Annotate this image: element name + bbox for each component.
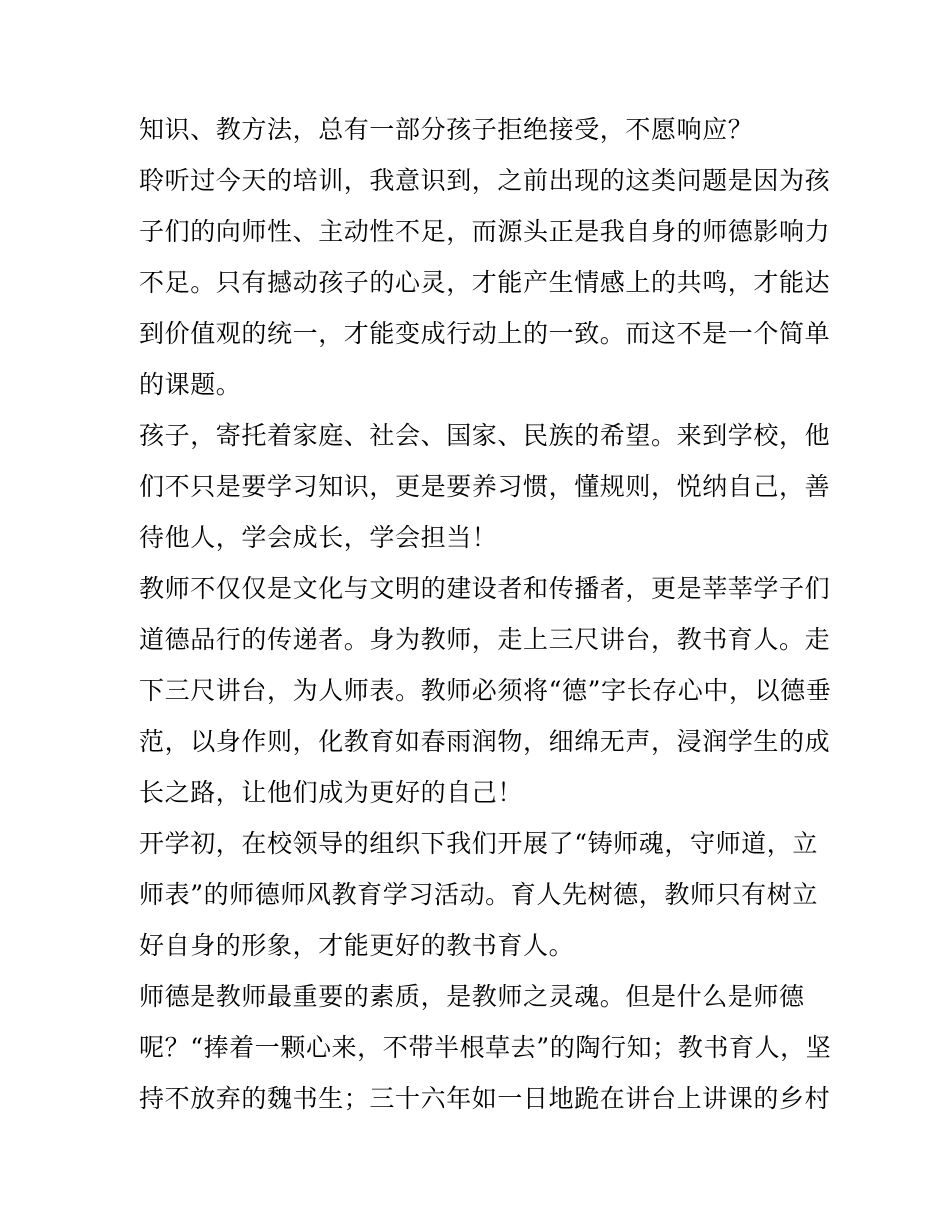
text-line: 聆听过今天的培训，我意识到，之前出现的这类问题是因为孩 — [139, 166, 831, 195]
text-line: 下三尺讲台，为人师表。教师必须将“德”字长存心中，以德垂 — [139, 676, 832, 705]
text-line: 待他人，学会成长，学会担当！ — [139, 523, 498, 552]
text-line: 道德品行的传递者。身为教师，走上三尺讲台，教书育人。走 — [139, 625, 831, 654]
text-line: 呢？“捧着一颗心来，不带半根草去”的陶行知；教书育人，坚 — [139, 1033, 832, 1062]
text-line: 孩子，寄托着家庭、社会、国家、民族的希望。来到学校，他 — [139, 421, 831, 450]
text-line: 不足。只有撼动孩子的心灵，才能产生情感上的共鸣，才能达 — [139, 268, 831, 297]
text-line: 范，以身作则，化教育如春雨润物，细绵无声，浸润学生的成 — [139, 727, 831, 756]
text-line: 开学初，在校领导的组织下我们开展了“铸师魂，守师道，立 — [139, 829, 818, 858]
text-line: 长之路，让他们成为更好的自己！ — [139, 778, 524, 807]
text-line: 师德是教师最重要的素质，是教师之灵魂。但是什么是师德 — [139, 982, 805, 1011]
text-line: 的课题。 — [139, 370, 242, 399]
text-line: 们不只是要学习知识，更是要养习惯，懂规则，悦纳自己，善 — [139, 472, 831, 501]
text-line: 子们的向师性、主动性不足，而源头正是我自身的师德影响力 — [139, 217, 831, 246]
text-line: 知识、教方法，总有一部分孩子拒绝接受，不愿响应？ — [139, 115, 754, 144]
text-line: 师表”的师德师风教育学习活动。育人先树德，教师只有树立 — [139, 880, 818, 909]
text-line: 好自身的形象，才能更好的教书育人。 — [139, 931, 575, 960]
text-line: 教师不仅仅是文化与文明的建设者和传播者，更是莘莘学子们 — [139, 574, 831, 603]
text-line: 持不放弃的魏书生；三十六年如一日地跪在讲台上讲课的乡村 — [139, 1084, 831, 1113]
document-body — [139, 104, 832, 1124]
text-line: 到价值观的统一，才能变成行动上的一致。而这不是一个简单 — [139, 319, 831, 348]
